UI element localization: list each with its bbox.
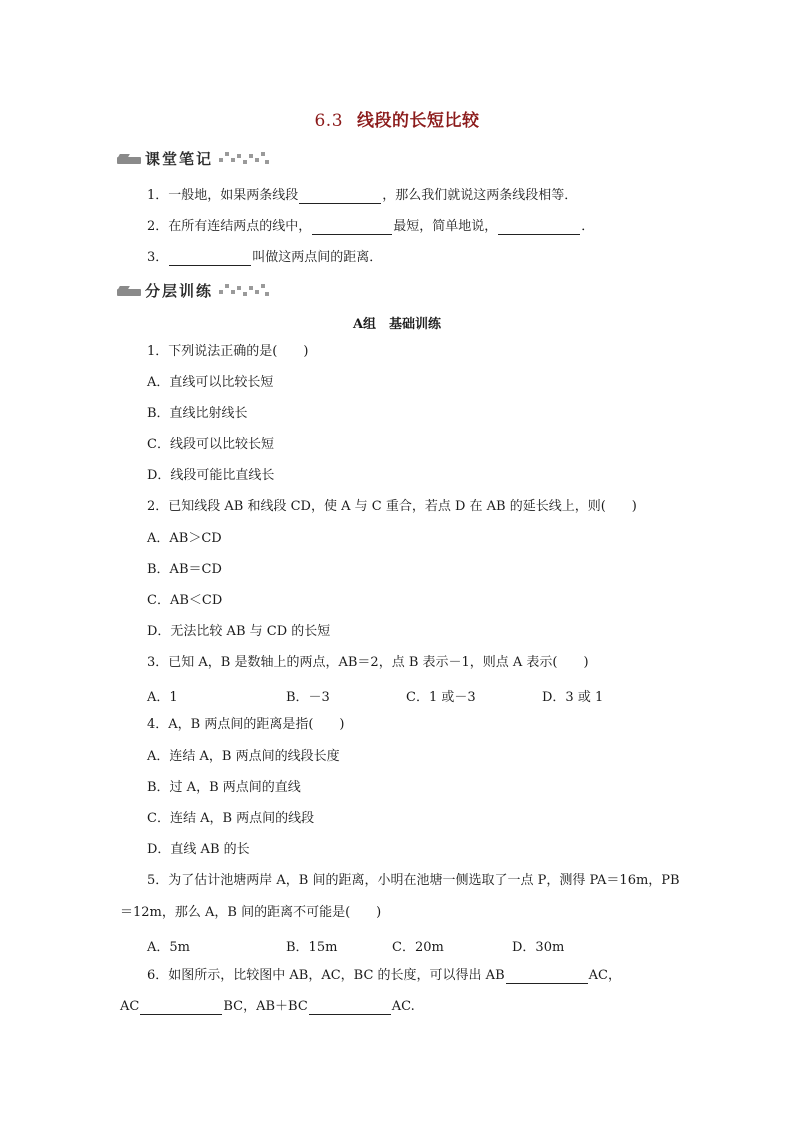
section-label: 课堂笔记 (145, 150, 214, 168)
option: B．过 A，B 两点间的直线 (147, 780, 301, 795)
question-6-line-2: AC BC，AB＋BC AC. (120, 999, 415, 1014)
option: C．AB＜CD (147, 593, 223, 608)
pencil-icon (117, 157, 141, 164)
option: D．线段可能比直线长 (147, 468, 275, 483)
option: D．直线 AB 的长 (147, 842, 250, 857)
page-title (0, 106, 794, 131)
question-5-line-2: ＝12m，那么 A，B 间的距离不可能是( ) (120, 905, 382, 920)
question-1: 1．下列说法正确的是( ) (147, 344, 309, 359)
section-number: 6.3 (314, 111, 344, 131)
option: A．直线可以比较长短 (147, 375, 274, 390)
blank (312, 222, 392, 235)
blank (309, 1002, 391, 1015)
question-6-line-1: 6．如图所示，比较图中 AB，AC，BC 的长度，可以得出 AB AC， (147, 968, 621, 983)
question-3: 3．已知 A，B 是数轴上的两点，AB＝2，点 B 表示－1，则点 A 表示( ) (147, 655, 589, 670)
question-4: 4．A，B 两点间的距离是指( ) (147, 717, 345, 732)
blank (140, 1002, 222, 1015)
dots-decoration (219, 284, 269, 298)
note-2: 2．在所有连结两点的线中， 最短，简单地说， ． (147, 219, 595, 234)
option: B．－3 (286, 690, 330, 705)
option: B．直线比射线长 (147, 406, 248, 421)
option: D．30m (512, 940, 565, 955)
option: B．AB＝CD (147, 562, 222, 577)
blank (169, 253, 251, 266)
note-1: 1．一般地，如果两条线段 ，那么我们就说这两条线段相等． (147, 188, 578, 203)
section-banner-training (117, 280, 269, 302)
option: A．AB＞CD (147, 531, 222, 546)
option: A．5m (147, 940, 190, 955)
question-2: 2．已知线段 AB 和线段 CD，使 A 与 C 重合，若点 D 在 AB 的延长线上，则( ) (147, 499, 637, 514)
question-5-line-1: 5．为了估计池塘两岸 A，B 间的距离，小明在池塘一侧选取了一点 P，测得 PA＝16m，PB (147, 873, 680, 888)
pencil-icon (117, 289, 141, 296)
blank (299, 191, 381, 204)
option: A．连结 A，B 两点间的线段长度 (147, 749, 340, 764)
option: C．线段可以比较长短 (147, 437, 274, 452)
section-title: 线段的长短比较 (357, 111, 480, 131)
option: B．15m (286, 940, 338, 955)
note-3: 3． 叫做这两点间的距离． (147, 250, 383, 265)
section-banner-notes (117, 148, 269, 170)
option: C．1 或－3 (406, 690, 476, 705)
dots-decoration (219, 152, 269, 166)
group-a-title: A组 基础训练 (352, 317, 442, 332)
option: A．1 (147, 690, 178, 705)
section-label: 分层训练 (145, 282, 214, 300)
option: D．无法比较 AB 与 CD 的长短 (147, 624, 331, 639)
blank (506, 971, 588, 984)
option: D．3 或 1 (542, 690, 604, 705)
option: C．连结 A，B 两点间的线段 (147, 811, 315, 826)
option: C．20m (392, 940, 444, 955)
blank (498, 222, 580, 235)
